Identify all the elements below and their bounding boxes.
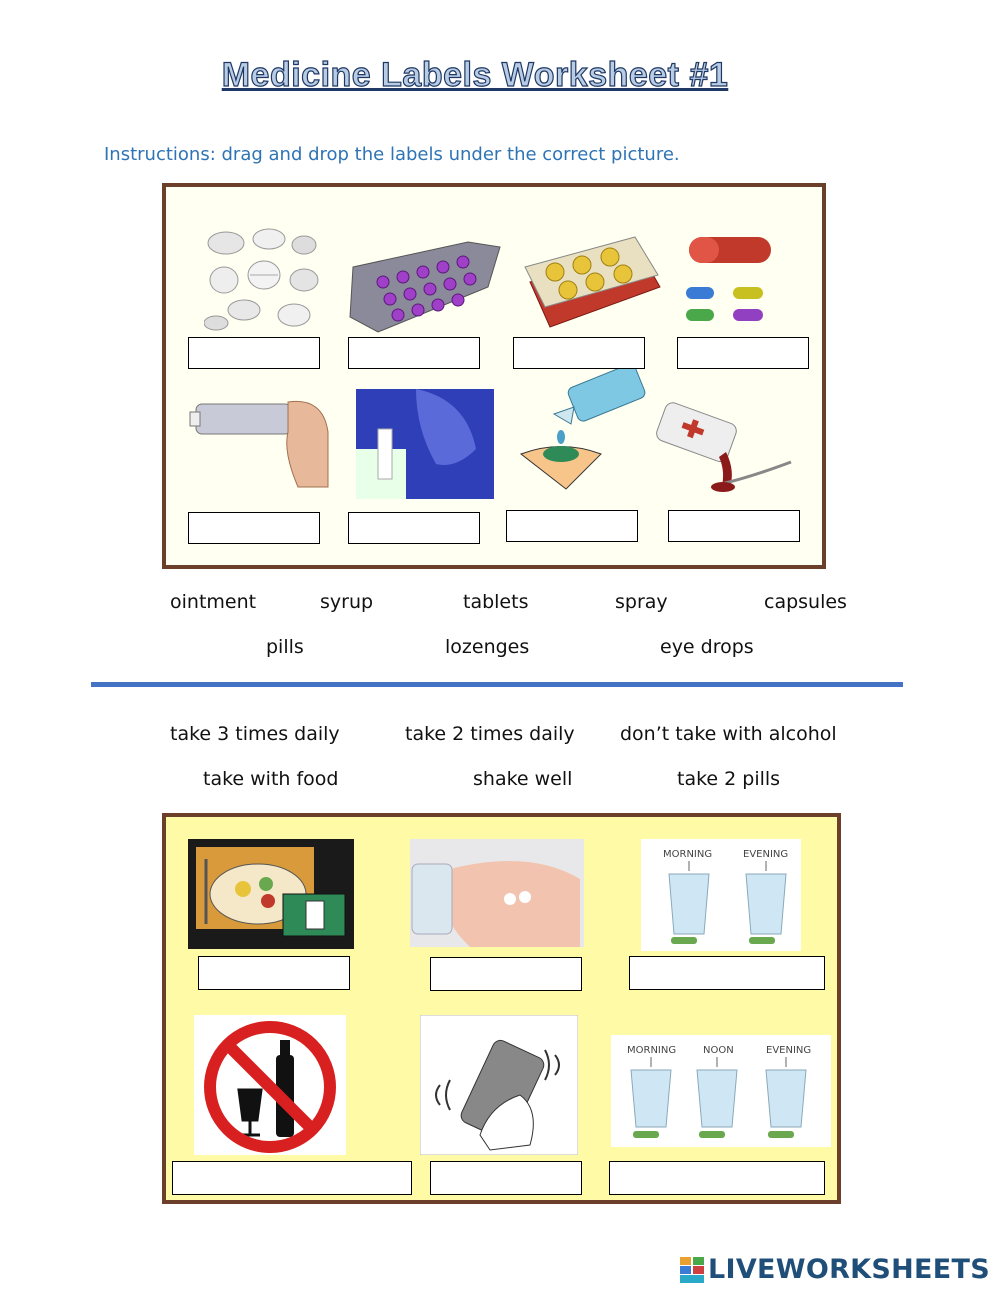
morning-evening-water-image	[641, 839, 801, 951]
morning-label: MORNING	[627, 1045, 677, 1056]
blister-pack-image	[348, 237, 503, 337]
draggable-label[interactable]: syrup	[320, 591, 374, 613]
drop-slot-spray[interactable]	[348, 512, 480, 544]
syrup-bottle-image	[651, 402, 801, 492]
medicine-pictures-panel	[162, 183, 826, 569]
draggable-label[interactable]: take 2 pills	[677, 768, 781, 790]
instructions-text: Instructions: drag and drop the labels under the correct picture.	[104, 144, 680, 165]
food-and-medicine-image	[188, 839, 354, 949]
lozenges-image	[520, 227, 665, 337]
instruction-pictures-panel	[162, 813, 841, 1204]
drop-slot-ointment[interactable]	[188, 512, 320, 544]
white-tablets-image	[204, 225, 324, 333]
capsules-image	[681, 227, 781, 332]
draggable-label[interactable]: take 3 times daily	[170, 723, 340, 745]
drop-slot-capsules[interactable]	[677, 337, 809, 369]
drop-slot-tablets[interactable]	[188, 337, 320, 369]
drop-slot-dont-take-with-alcohol[interactable]	[172, 1161, 412, 1195]
draggable-label[interactable]: capsules	[764, 591, 847, 613]
drop-slot-shake-well[interactable]	[430, 1161, 582, 1195]
evening-label: EVENING	[743, 849, 789, 860]
evening-label: EVENING	[766, 1045, 812, 1056]
morning-noon-evening-water-image	[611, 1035, 831, 1147]
draggable-label[interactable]: take 2 times daily	[405, 723, 575, 745]
drop-slot-eye-drops[interactable]	[506, 510, 638, 542]
ointment-tube-image	[188, 392, 333, 492]
draggable-label[interactable]: pills	[266, 636, 304, 658]
drop-slot-take-3-times-daily[interactable]	[609, 1161, 825, 1195]
two-pills-in-hand-image	[410, 839, 584, 947]
worksheet-title: Medicine Labels Worksheet #1	[221, 56, 729, 94]
shake-bottle-image	[420, 1015, 578, 1155]
drop-slot-pills[interactable]	[348, 337, 480, 369]
drop-slot-lozenges[interactable]	[513, 337, 645, 369]
draggable-label[interactable]: spray	[615, 591, 668, 613]
section-divider	[91, 682, 903, 687]
liveworksheets-logo-icon	[680, 1257, 704, 1283]
draggable-label[interactable]: eye drops	[660, 636, 754, 658]
drop-slot-take-2-pills[interactable]	[430, 957, 582, 991]
draggable-label[interactable]: take with food	[203, 768, 339, 790]
brand-name: LIVEWORKSHEETS	[707, 1254, 990, 1285]
draggable-label[interactable]: shake well	[473, 768, 573, 790]
noon-label: NOON	[703, 1045, 734, 1056]
draggable-label[interactable]: ointment	[170, 591, 257, 613]
eye-drops-image	[516, 369, 651, 494]
drop-slot-take-with-food[interactable]	[198, 956, 350, 990]
nasal-spray-image	[356, 389, 494, 499]
drop-slot-take-2-times-daily[interactable]	[629, 956, 825, 990]
drop-slot-syrup[interactable]	[668, 510, 800, 542]
liveworksheets-logo	[680, 1254, 990, 1285]
draggable-label[interactable]: tablets	[463, 591, 529, 613]
no-alcohol-sign-image	[194, 1015, 346, 1155]
morning-label: MORNING	[663, 849, 713, 860]
draggable-label[interactable]: don’t take with alcohol	[620, 723, 837, 745]
draggable-label[interactable]: lozenges	[445, 636, 530, 658]
